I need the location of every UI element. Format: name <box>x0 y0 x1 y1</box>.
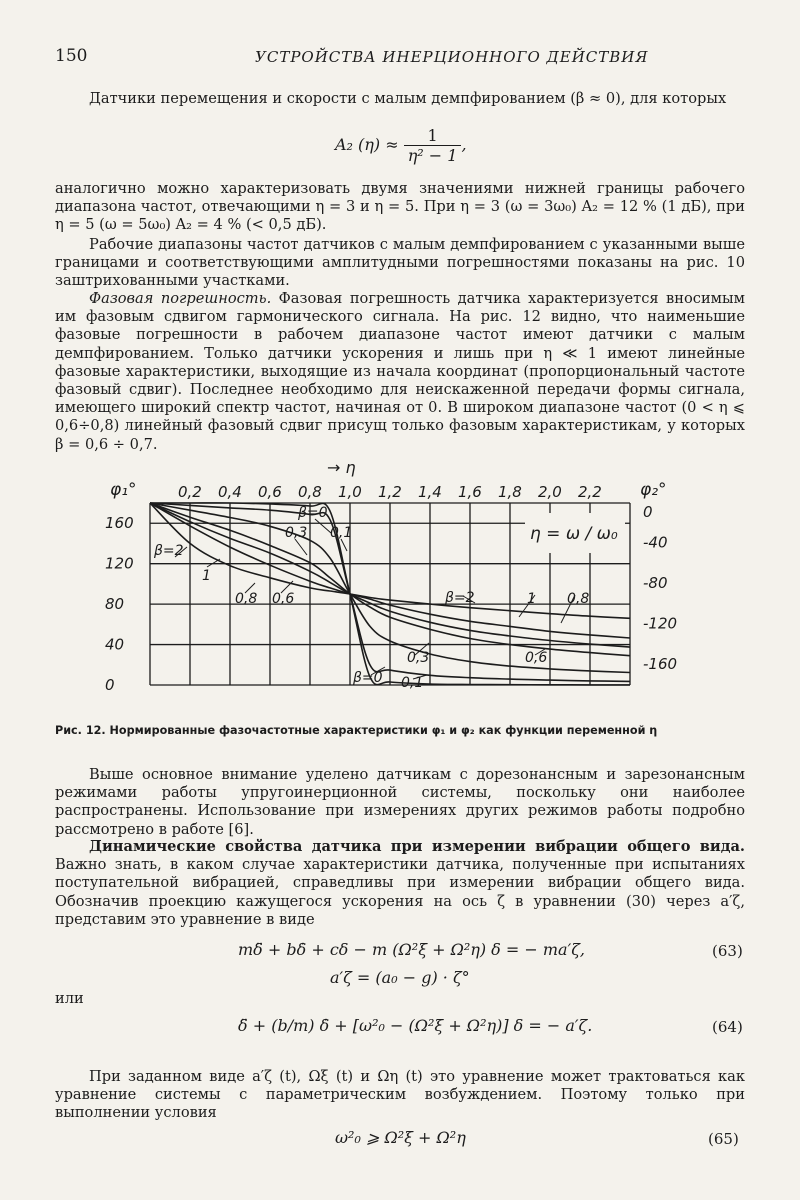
y-left-tick-label: 40 <box>105 635 125 654</box>
label-1-left: 1 <box>202 568 211 584</box>
label-0-6-left: 0,6 <box>272 591 295 607</box>
equation-a2 <box>335 126 467 165</box>
label-0-3-bottom: 0,3 <box>407 650 430 666</box>
equation-a2-fraction <box>404 126 462 165</box>
paragraph-parametric: При заданном виде a′ζ (t), Ωξ (t) и Ωη (t) это уравнение может трактоваться как уравнение системы с параметрическим возбуждением. Поэтому только при выполнении условия <box>55 1068 745 1122</box>
label-0-6-right: 0,6 <box>525 650 548 666</box>
paragraph-dynamic-properties <box>55 838 745 929</box>
eta-definition: η = ω / ω₀ <box>530 524 618 544</box>
y-right-tick-label: 0 <box>643 503 653 521</box>
equation-63: mδ̈ + bδ̇ + cδ − m (Ω²ξ + Ω²η) δ = − ma′ζ, <box>238 940 585 959</box>
label-beta2-right: β=2 <box>445 590 475 606</box>
dynamic-properties-heading: Динамические свойства датчика при измерении вибрации общего вида. <box>89 838 745 855</box>
equation-a2-denominator: η² − 1 <box>407 146 458 165</box>
x-tick-label: 0,6 <box>258 483 282 501</box>
x-tick-label: 1,2 <box>378 483 402 501</box>
paragraph-intro: Датчики перемещения и скорости с малым демпфированием (β ≈ 0), для которых <box>89 90 727 107</box>
y-left-tick-label: 0 <box>105 676 115 694</box>
label-leader-line <box>295 539 307 555</box>
x-tick-label: 1,4 <box>418 483 442 501</box>
phase-frequency-chart <box>95 455 695 705</box>
equation-a-zeta: a′ζ = (a₀ − g) · ζ° <box>330 968 470 987</box>
phase-error-text: Фазовая погрешность датчика характеризуется вносимым им фазовым сдвигом гармонического сигнала. На рис. 12 видно, что наименьшие фазовые погрешности в рабочем диапазоне частот имеют датчики с малым демпфированием. Только датчики ускорения и лишь при η ≪ 1 имеют линейные фазовые характеристики, выходящие из начала координат (пропорциональный частоте фазовый сдвиг). Последнее необходимо для неискаженной передачи формы сигнала, имеющего широкий спектр частот, начиная от 0. В широком диапазоне частот (0 < η ⩽ 0,6÷0,8) линейный фазовый сдвиг присущ только фазовым характеристикам, у которых β = 0,6 ÷ 0,7. <box>55 290 745 453</box>
figure-caption: Рис. 12. Нормированные фазочастотные характеристики φ₁ и φ₂ как функции переменной η <box>55 724 658 737</box>
label-leader-line <box>315 519 331 533</box>
y-left-tick-label: 80 <box>105 595 125 614</box>
paragraph-main-attention: Выше основное внимание уделено датчикам с дорезонансным и зарезонансным режимами работы упругоинерционной системы, поскольку они наиболее распространены. Использование при измерениях других режимов работы подробно рассмотрено в работе [6]. <box>55 766 745 838</box>
y-left-axis-label: φ₁° <box>110 480 137 500</box>
dynamic-properties-text: Важно знать, в каком случае характеристики датчика, полученные при испытаниях поступательной вибрацией, справедливы при измерении вибрации общего вида. Обозначив проекцию кажущегося ускорения на ось ζ в уравнении (30) через a′ζ, представим это уравнение в виде <box>55 856 745 928</box>
label-beta0-bottom: β=0 <box>353 670 383 686</box>
running-header <box>55 46 745 70</box>
eta-axis-arrow: → η <box>327 458 356 477</box>
label-0-8-right: 0,8 <box>567 591 590 607</box>
label-beta2-left: β=2 <box>154 543 184 559</box>
equation-a2-numerator: 1 <box>404 126 462 146</box>
equation-65-number: (65) <box>708 1130 739 1148</box>
x-tick-label: 1,0 <box>338 483 362 501</box>
equation-63-number: (63) <box>712 942 743 960</box>
x-tick-label: 0,8 <box>298 483 322 501</box>
y-right-tick-label: -80 <box>643 573 668 592</box>
phase-error-heading: Фазовая погрешность. <box>89 290 272 307</box>
y-right-tick-label: -120 <box>643 614 678 633</box>
equation-65: ω²₀ ⩾ Ω²ξ + Ω²η <box>335 1128 466 1147</box>
x-tick-label: 2,0 <box>538 483 562 501</box>
word-or: или <box>55 990 84 1007</box>
page-number: 150 <box>55 46 88 66</box>
running-title: УСТРОЙСТВА ИНЕРЦИОННОГО ДЕЙСТВИЯ <box>255 48 649 66</box>
equation-64: δ̈ + (b/m) δ̇ + [ω²₀ − (Ω²ξ + Ω²η)] δ = − a′ζ. <box>238 1016 593 1035</box>
label-0-8-left: 0,8 <box>235 591 258 607</box>
x-tick-label: 0,2 <box>178 483 202 501</box>
x-tick-label: 2,2 <box>578 483 602 501</box>
equation-a2-lhs: A₂ (η) ≈ <box>335 135 399 154</box>
paragraph-phase-error <box>55 290 745 454</box>
equation-64-number: (64) <box>712 1018 743 1036</box>
y-right-tick-label: -160 <box>643 654 678 673</box>
y-left-tick-label: 160 <box>105 514 134 533</box>
label-beta0-top: β=0 <box>298 505 328 521</box>
y-right-tick-label: -40 <box>643 533 668 552</box>
label-1-right: 1 <box>527 591 536 607</box>
x-tick-label: 1,6 <box>458 483 482 501</box>
y-right-axis-label: φ₂° <box>640 480 667 500</box>
y-left-tick-label: 120 <box>105 554 134 573</box>
paragraph-working-ranges: Рабочие диапазоны частот датчиков с малым демпфированием с указанными выше границами и соответствующими амплитудными погрешностями показаны на рис. 10 заштрихованными участками. <box>55 236 745 290</box>
label-leader-line <box>207 559 220 567</box>
equation-a2-comma: , <box>461 135 467 154</box>
label-0-1-bottom: 0,1 <box>401 675 424 691</box>
paragraph-lower-bound: аналогично можно характеризовать двумя значениями нижней границы рабочего диапазона частот, отвечающими η = 3 и η = 5. При η = 3 (ω = 3ω₀) A₂ = 12 % (1 дБ), при η = 5 (ω = 5ω₀) A₂ = 4 % (< 0,5 дБ). <box>55 180 745 234</box>
x-tick-label: 1,8 <box>498 483 522 501</box>
x-tick-label: 0,4 <box>218 483 242 501</box>
label-0-3-top: 0,3 <box>285 525 308 541</box>
label-0-1-top: 0,1 <box>330 525 353 541</box>
